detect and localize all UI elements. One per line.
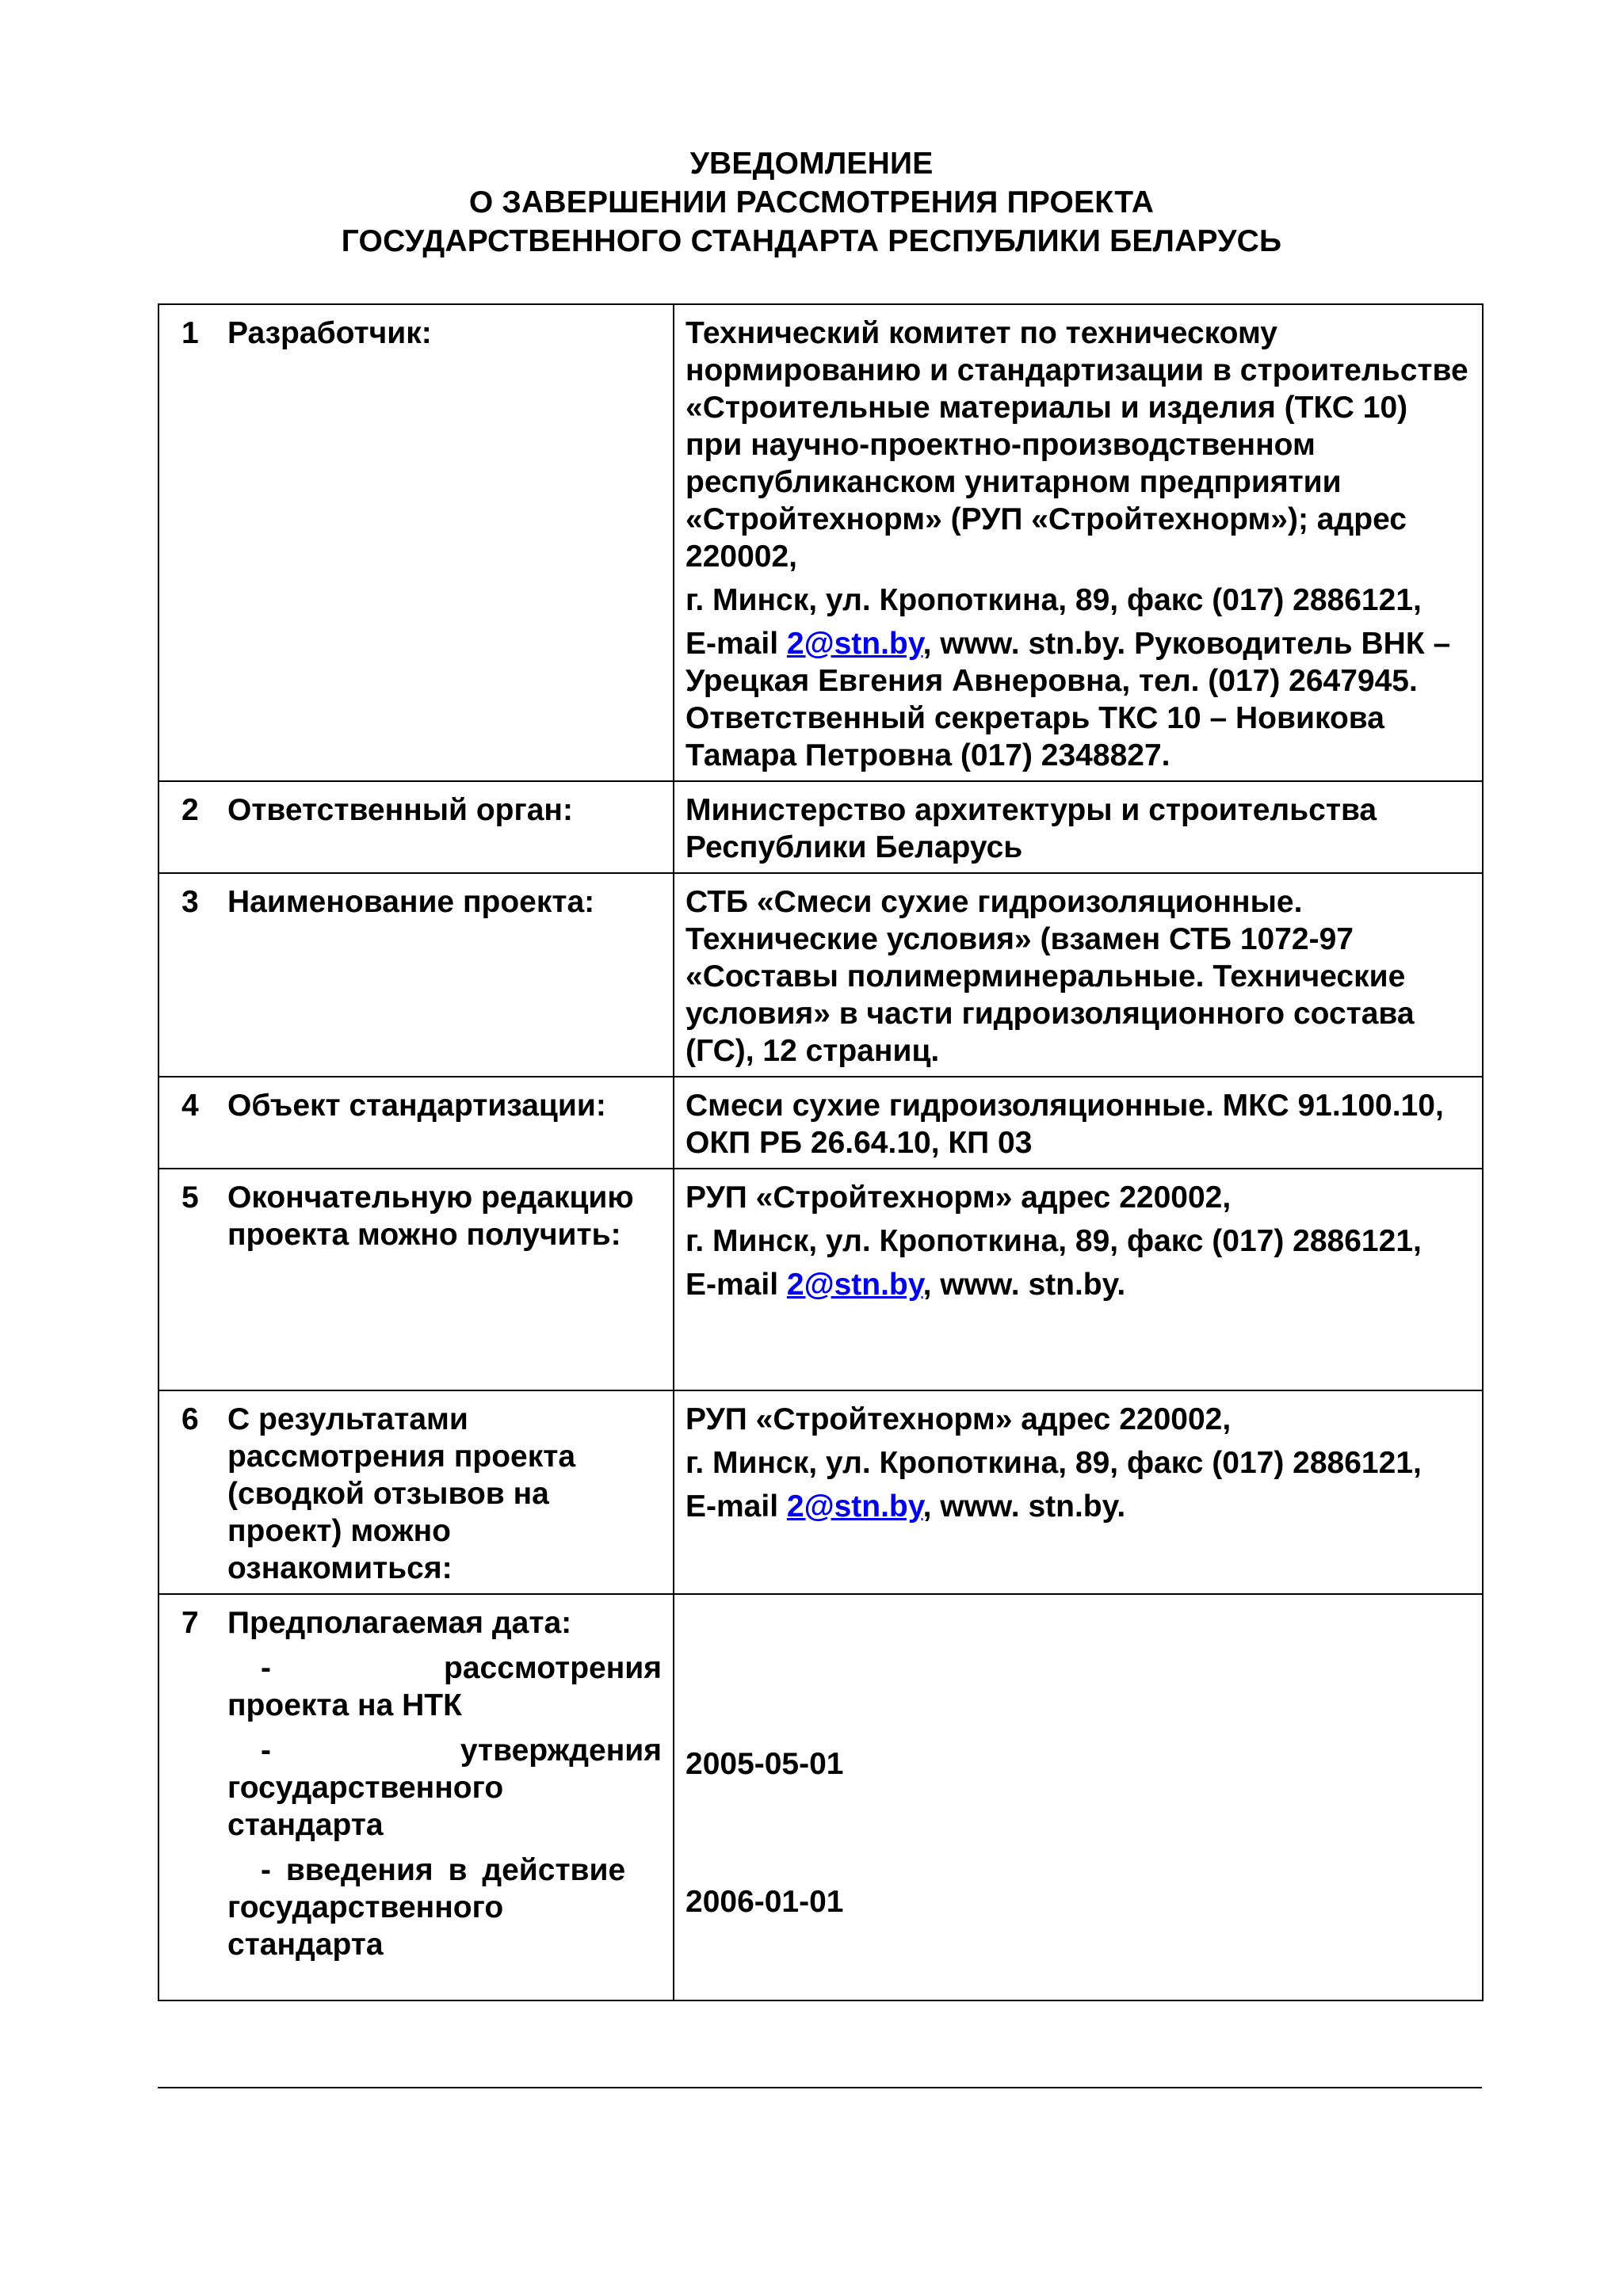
value-cell bbox=[674, 1077, 1483, 1169]
value-cell bbox=[674, 781, 1483, 873]
row-value: СТБ «Смеси сухие гидроизоляционные. Технические условия» (взамен СТБ 1072-97 «Составы полимерминеральные. Технические условия» в части гидроизоляционного состава (ГС), 12 страниц. bbox=[685, 885, 1415, 1068]
row-number: 1 bbox=[181, 316, 199, 350]
contacts-text: , www. stn.by. bbox=[922, 1268, 1126, 1302]
label-cell bbox=[158, 304, 674, 781]
notice-table bbox=[158, 303, 1484, 2001]
title-line-1: УВЕДОМЛЕНИЕ bbox=[689, 147, 934, 181]
row-number: 6 bbox=[181, 1402, 199, 1436]
label-cell bbox=[158, 1594, 674, 2000]
row-number: 7 bbox=[181, 1606, 199, 1640]
label-cell bbox=[158, 873, 674, 1077]
table-row-standardization-object bbox=[158, 1077, 1483, 1169]
table-row-final-edition bbox=[158, 1169, 1483, 1390]
table-row-expected-dates bbox=[158, 1594, 1483, 2000]
developer-address: г. Минск, ул. Кропоткина, 89, факс (017) 2886121, bbox=[685, 583, 1422, 617]
row-number: 2 bbox=[181, 793, 199, 827]
contacts bbox=[685, 1266, 1471, 1303]
row-number: 5 bbox=[181, 1180, 199, 1215]
row-number: 3 bbox=[181, 885, 199, 919]
value-cell bbox=[674, 1390, 1483, 1594]
value-cell bbox=[674, 1594, 1483, 2000]
value-cell bbox=[674, 873, 1483, 1077]
row-label: Окончательную редакцию проекта можно получить: bbox=[227, 1180, 634, 1252]
row-label: Наименование проекта: bbox=[227, 885, 595, 919]
row-number: 4 bbox=[181, 1089, 199, 1123]
contacts bbox=[685, 1488, 1471, 1525]
org-address: РУП «Стройтехнорм» адрес 220002, bbox=[685, 1402, 1232, 1436]
email-link[interactable]: 2@stn.by bbox=[786, 1489, 923, 1524]
title-line-2: О ЗАВЕРШЕНИИ РАССМОТРЕНИЯ ПРОЕКТА bbox=[468, 185, 1155, 219]
street-address: г. Минск, ул. Кропоткина, 89, факс (017) 2886121, bbox=[685, 1224, 1422, 1258]
approval-date: 2005-05-01 bbox=[685, 1747, 844, 1781]
value-cell bbox=[674, 1169, 1483, 1390]
sub-item-approval: - утверждения государственного стандарта bbox=[227, 1733, 662, 1842]
table-row-developer bbox=[158, 304, 1483, 781]
row-value: Министерство архитектуры и строительства Республики Беларусь bbox=[685, 793, 1377, 864]
label-cell bbox=[158, 781, 674, 873]
table-row-project-name bbox=[158, 873, 1483, 1077]
title-line-3: ГОСУДАРСТВЕННОГО СТАНДАРТА РЕСПУБЛИКИ БЕЛАРУСЬ bbox=[341, 224, 1282, 258]
contacts-text: , www. stn.by. Руководитель ВНК – Урецкая Евгения Авнеровна, тел. (017) 2647945. Ответственный секретарь ТКС 10 – Новикова Тамара Петровна (017) 2348827. bbox=[685, 627, 1451, 772]
contacts-text: , www. stn.by. bbox=[922, 1489, 1126, 1524]
email-prefix: E-mail bbox=[685, 1268, 787, 1302]
label-cell bbox=[158, 1169, 674, 1390]
document-title bbox=[0, 144, 1623, 261]
value-cell bbox=[674, 304, 1483, 781]
table-row-responsible-body bbox=[158, 781, 1483, 873]
developer-description: Технический комитет по техническому нормированию и стандартизации в строительстве «Строительные материалы и изделия (ТКС 10) при научно-проектно-производственном республиканском унитарном предприятии «Стройтехнорм» (РУП «Стройтехнорм»); адрес 220002, bbox=[685, 316, 1468, 574]
email-link[interactable]: 2@stn.by bbox=[786, 1268, 923, 1302]
label-cell bbox=[158, 1077, 674, 1169]
table-row-review-results bbox=[158, 1390, 1483, 1594]
row-label: Объект стандартизации: bbox=[227, 1089, 606, 1123]
row-label: Разработчик: bbox=[227, 316, 432, 350]
footer-divider bbox=[158, 2087, 1482, 2088]
row-label: Ответственный орган: bbox=[227, 793, 573, 827]
sub-item-effective: - введения в действие государственного стандарта bbox=[227, 1853, 626, 1962]
row-label: Предполагаемая дата: bbox=[227, 1606, 572, 1640]
sub-item-review: - рассмотрения проекта на НТК bbox=[227, 1651, 662, 1722]
row-value: Смеси сухие гидроизоляционные. МКС 91.100.10, ОКП РБ 26.64.10, КП 03 bbox=[685, 1089, 1444, 1160]
email-prefix: E-mail bbox=[685, 627, 787, 661]
label-cell bbox=[158, 1390, 674, 1594]
org-address: РУП «Стройтехнорм» адрес 220002, bbox=[685, 1180, 1232, 1215]
effective-date: 2006-01-01 bbox=[685, 1885, 844, 1919]
email-link[interactable]: 2@stn.by bbox=[786, 627, 923, 661]
developer-contacts bbox=[685, 625, 1471, 774]
street-address: г. Минск, ул. Кропоткина, 89, факс (017) 2886121, bbox=[685, 1446, 1422, 1480]
email-prefix: E-mail bbox=[685, 1489, 787, 1524]
row-label: С результатами рассмотрения проекта (сводкой отзывов на проект) можно ознакомиться: bbox=[227, 1402, 576, 1585]
